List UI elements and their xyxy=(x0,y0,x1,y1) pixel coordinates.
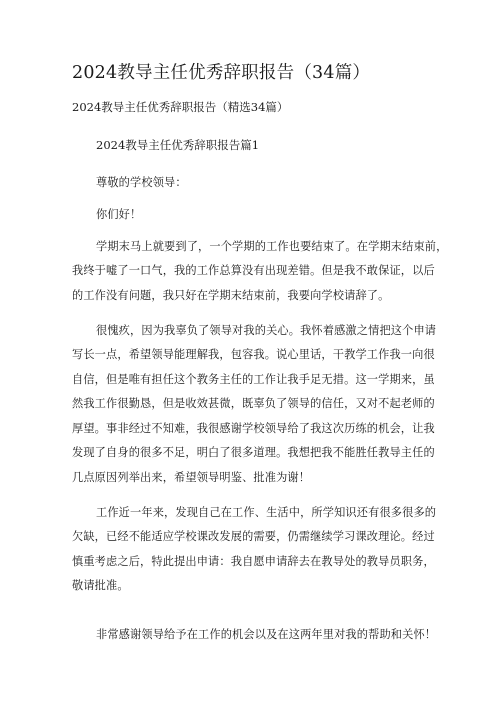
paragraph-line: 敬请批准。 xyxy=(72,579,129,592)
greeting: 尊敬的学校领导： xyxy=(96,176,187,189)
paragraph-line: 然我工作很勤恳，但是收效甚微，既辜负了领导的信任，又对不起老师的 xyxy=(72,397,435,410)
paragraph-line: 自信，但是唯有担任这个教务主任的工作让我手足无措。这一学期来，虽 xyxy=(72,373,435,386)
paragraph-line: 欠缺，已经不能适应学校课改发展的需要，仍需继续学习课改理论。经过 xyxy=(72,530,435,543)
paragraph-line: 的工作没有问题，我只好在学期末结束前，我要向学校请辞了。 xyxy=(72,289,390,302)
paragraph-line: 工作近一年来，发现自己在工作、生活中，所学知识还有很多很多的 xyxy=(96,506,437,519)
paragraph-line: 非常感谢领导给予在工作的机会以及在这两年里对我的帮助和关怀！ xyxy=(96,628,437,641)
paragraph-line: 发现了自身的很多不足，明白了很多道理。我想把我不能胜任教导主任的 xyxy=(72,446,435,459)
document-title: 2024教导主任优秀辞职报告（34篇） xyxy=(72,63,371,83)
paragraph-line: 学期末马上就要到了，一个学期的工作也要结束了。在学期末结束前， xyxy=(96,240,448,253)
paragraph-line: 厚望。事非经过不知难，我很感谢学校领导给了我这次历练的机会，让我 xyxy=(72,422,435,435)
paragraph-line: 几点原因列举出来，希望领导明鉴、批准为谢！ xyxy=(72,471,311,484)
section-heading: 2024教导主任优秀辞职报告篇1 xyxy=(96,138,260,152)
salutation: 你们好！ xyxy=(96,208,142,221)
document-subtitle: 2024教导主任优秀辞职报告（精选34篇） xyxy=(72,100,289,114)
paragraph-line: 我终于嘘了一口气，我的工作总算没有出现差错。但是我不敢保证，以后 xyxy=(72,264,435,277)
paragraph-line: 很愧疚，因为我辜负了领导对我的关心。我怀着感激之情把这个申请 xyxy=(96,324,437,337)
paragraph-line: 慎重考虑之后，特此提出申请：我自愿申请辞去在教导处的教导员职务， xyxy=(72,555,435,568)
paragraph-line: 写长一点，希望领导能理解我，包容我。说心里话，干教学工作我一向很 xyxy=(72,348,435,361)
